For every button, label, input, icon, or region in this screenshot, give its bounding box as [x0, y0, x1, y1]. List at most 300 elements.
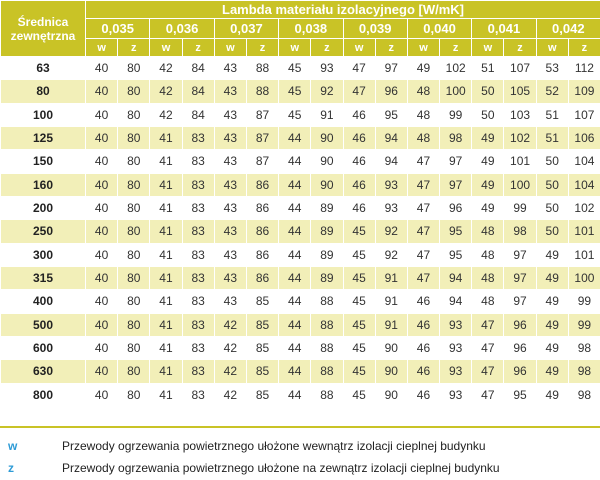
z-subheader: z: [246, 39, 278, 57]
value-cell-z: 96: [504, 360, 536, 383]
value-cell-w: 40: [86, 290, 118, 313]
value-cell-w: 47: [472, 360, 504, 383]
z-subheader: z: [504, 39, 536, 57]
value-cell-w: 42: [214, 313, 246, 336]
value-cell-z: 86: [246, 220, 278, 243]
value-cell-w: 46: [407, 313, 439, 336]
legend: [0, 426, 600, 480]
lambda-header: 0,040: [407, 19, 471, 39]
value-cell-w: 41: [150, 173, 182, 196]
value-cell-z: 88: [311, 313, 343, 336]
value-cell-z: 103: [504, 103, 536, 126]
value-cell-w: 43: [214, 220, 246, 243]
table-row: [1, 150, 600, 173]
value-cell-z: 96: [440, 196, 472, 219]
value-cell-w: 51: [536, 103, 568, 126]
value-cell-w: 49: [472, 150, 504, 173]
value-cell-w: 46: [343, 196, 375, 219]
value-cell-z: 91: [375, 313, 407, 336]
w-subheader: w: [343, 39, 375, 57]
value-cell-w: 40: [86, 150, 118, 173]
value-cell-w: 53: [536, 57, 568, 80]
diameter-cell: 315: [1, 266, 86, 289]
value-cell-z: 92: [311, 80, 343, 103]
value-cell-z: 101: [568, 220, 600, 243]
z-subheader: z: [440, 39, 472, 57]
header-title-row: [1, 1, 600, 19]
value-cell-z: 83: [182, 243, 214, 266]
value-cell-z: 83: [182, 336, 214, 359]
value-cell-w: 40: [86, 80, 118, 103]
diameter-cell: 80: [1, 80, 86, 103]
value-cell-w: 42: [214, 360, 246, 383]
value-cell-z: 95: [375, 103, 407, 126]
value-cell-z: 97: [504, 266, 536, 289]
value-cell-w: 46: [407, 360, 439, 383]
value-cell-z: 91: [375, 290, 407, 313]
value-cell-z: 97: [375, 57, 407, 80]
value-cell-z: 96: [375, 80, 407, 103]
value-cell-w: 48: [472, 243, 504, 266]
value-cell-z: 87: [246, 150, 278, 173]
value-cell-z: 80: [118, 150, 150, 173]
value-cell-z: 101: [568, 243, 600, 266]
value-cell-w: 52: [536, 80, 568, 103]
value-cell-w: 47: [472, 383, 504, 406]
value-cell-w: 43: [214, 196, 246, 219]
table-row: [1, 266, 600, 289]
value-cell-w: 44: [279, 313, 311, 336]
value-cell-w: 51: [536, 126, 568, 149]
diameter-cell: 200: [1, 196, 86, 219]
value-cell-z: 80: [118, 57, 150, 80]
value-cell-z: 90: [375, 336, 407, 359]
value-cell-z: 83: [182, 196, 214, 219]
value-cell-z: 90: [311, 150, 343, 173]
value-cell-w: 41: [150, 360, 182, 383]
value-cell-w: 40: [86, 173, 118, 196]
value-cell-w: 42: [214, 336, 246, 359]
table-row: [1, 173, 600, 196]
lambda-header: 0,037: [214, 19, 278, 39]
value-cell-z: 93: [440, 360, 472, 383]
value-cell-w: 44: [279, 173, 311, 196]
value-cell-w: 49: [536, 360, 568, 383]
table-row: [1, 243, 600, 266]
table-row: [1, 336, 600, 359]
value-cell-z: 84: [182, 80, 214, 103]
table-row: [1, 196, 600, 219]
value-cell-w: 44: [279, 243, 311, 266]
value-cell-z: 97: [504, 243, 536, 266]
value-cell-w: 42: [150, 57, 182, 80]
value-cell-w: 49: [472, 126, 504, 149]
legend-item-w: [0, 436, 600, 456]
value-cell-w: 40: [86, 360, 118, 383]
value-cell-z: 93: [311, 57, 343, 80]
value-cell-w: 40: [86, 196, 118, 219]
value-cell-w: 47: [407, 243, 439, 266]
value-cell-z: 83: [182, 220, 214, 243]
table-row: [1, 313, 600, 336]
value-cell-w: 40: [86, 383, 118, 406]
value-cell-z: 85: [246, 313, 278, 336]
value-cell-z: 90: [311, 126, 343, 149]
diameter-header-line2: zewnętrzna: [10, 28, 76, 43]
value-cell-z: 80: [118, 266, 150, 289]
value-cell-w: 47: [472, 336, 504, 359]
value-cell-z: 94: [375, 150, 407, 173]
value-cell-w: 45: [343, 290, 375, 313]
value-cell-z: 80: [118, 313, 150, 336]
value-cell-w: 40: [86, 126, 118, 149]
value-cell-z: 88: [311, 336, 343, 359]
value-cell-w: 40: [86, 313, 118, 336]
value-cell-w: 40: [86, 336, 118, 359]
value-cell-w: 40: [86, 220, 118, 243]
value-cell-z: 80: [118, 220, 150, 243]
legend-item-z: [0, 458, 600, 478]
value-cell-w: 41: [150, 290, 182, 313]
value-cell-w: 46: [343, 173, 375, 196]
value-cell-w: 44: [279, 150, 311, 173]
value-cell-w: 49: [472, 173, 504, 196]
table-row: [1, 80, 600, 103]
value-cell-z: 91: [311, 103, 343, 126]
diameter-cell: 125: [1, 126, 86, 149]
value-cell-w: 45: [343, 383, 375, 406]
value-cell-z: 105: [504, 80, 536, 103]
value-cell-z: 98: [568, 360, 600, 383]
value-cell-w: 49: [407, 57, 439, 80]
value-cell-w: 45: [279, 57, 311, 80]
value-cell-z: 100: [440, 80, 472, 103]
value-cell-w: 45: [343, 336, 375, 359]
value-cell-w: 48: [472, 266, 504, 289]
value-cell-z: 97: [440, 173, 472, 196]
value-cell-w: 47: [472, 313, 504, 336]
value-cell-z: 84: [182, 57, 214, 80]
value-cell-w: 41: [150, 220, 182, 243]
value-cell-z: 88: [311, 290, 343, 313]
value-cell-z: 98: [568, 383, 600, 406]
table-row: [1, 103, 600, 126]
value-cell-w: 49: [536, 266, 568, 289]
value-cell-z: 104: [568, 173, 600, 196]
value-cell-w: 41: [150, 336, 182, 359]
value-cell-w: 50: [472, 103, 504, 126]
value-cell-w: 43: [214, 173, 246, 196]
diameter-header-line1: Średnica: [17, 14, 69, 29]
value-cell-z: 100: [568, 266, 600, 289]
value-cell-w: 44: [279, 220, 311, 243]
value-cell-z: 97: [440, 150, 472, 173]
value-cell-w: 48: [407, 126, 439, 149]
value-cell-w: 43: [214, 150, 246, 173]
value-cell-w: 44: [279, 290, 311, 313]
value-cell-z: 92: [375, 243, 407, 266]
lambda-title: Lambda materiału izolacyjnego [W/mK]: [86, 1, 600, 19]
diameter-cell: 150: [1, 150, 86, 173]
w-subheader: w: [150, 39, 182, 57]
table-row: [1, 126, 600, 149]
w-subheader: w: [86, 39, 118, 57]
lambda-header: 0,036: [150, 19, 214, 39]
value-cell-w: 50: [536, 220, 568, 243]
table-row: [1, 290, 600, 313]
value-cell-z: 107: [568, 103, 600, 126]
lambda-header: 0,035: [86, 19, 150, 39]
diameter-cell: 63: [1, 57, 86, 80]
value-cell-z: 93: [440, 336, 472, 359]
value-cell-w: 47: [407, 150, 439, 173]
legend-key-w: w: [8, 439, 18, 453]
value-cell-z: 94: [440, 266, 472, 289]
value-cell-w: 45: [279, 103, 311, 126]
value-cell-z: 84: [182, 103, 214, 126]
w-subheader: w: [214, 39, 246, 57]
value-cell-z: 98: [568, 336, 600, 359]
value-cell-z: 80: [118, 243, 150, 266]
z-subheader: z: [311, 39, 343, 57]
w-subheader: w: [407, 39, 439, 57]
value-cell-w: 41: [150, 196, 182, 219]
value-cell-z: 99: [504, 196, 536, 219]
value-cell-w: 49: [536, 383, 568, 406]
value-cell-z: 88: [311, 360, 343, 383]
value-cell-w: 50: [536, 196, 568, 219]
value-cell-z: 83: [182, 290, 214, 313]
legend-text-z: Przewody ogrzewania powietrznego ułożone na zewnątrz izolacji cieplnej budynku: [62, 461, 500, 475]
value-cell-z: 89: [311, 266, 343, 289]
value-cell-w: 47: [343, 80, 375, 103]
value-cell-w: 40: [86, 57, 118, 80]
value-cell-w: 46: [407, 290, 439, 313]
value-cell-z: 86: [246, 266, 278, 289]
diameter-cell: 160: [1, 173, 86, 196]
value-cell-w: 50: [472, 80, 504, 103]
value-cell-z: 92: [375, 220, 407, 243]
value-cell-z: 80: [118, 360, 150, 383]
diameter-header: [1, 1, 86, 57]
value-cell-z: 102: [440, 57, 472, 80]
value-cell-w: 47: [407, 173, 439, 196]
value-cell-w: 46: [343, 126, 375, 149]
lambda-header: 0,042: [536, 19, 600, 39]
value-cell-z: 104: [568, 150, 600, 173]
value-cell-w: 45: [343, 360, 375, 383]
value-cell-w: 40: [86, 266, 118, 289]
value-cell-w: 46: [407, 383, 439, 406]
value-cell-w: 47: [407, 196, 439, 219]
value-cell-w: 44: [279, 196, 311, 219]
value-cell-w: 48: [407, 103, 439, 126]
value-cell-w: 45: [279, 80, 311, 103]
value-cell-w: 43: [214, 290, 246, 313]
value-cell-w: 41: [150, 313, 182, 336]
value-cell-z: 99: [440, 103, 472, 126]
value-cell-w: 43: [214, 126, 246, 149]
value-cell-z: 89: [311, 220, 343, 243]
table-row: [1, 360, 600, 383]
diameter-cell: 600: [1, 336, 86, 359]
diameter-cell: 500: [1, 313, 86, 336]
value-cell-w: 43: [214, 103, 246, 126]
value-cell-w: 40: [86, 243, 118, 266]
value-cell-w: 50: [536, 150, 568, 173]
diameter-cell: 630: [1, 360, 86, 383]
value-cell-w: 48: [472, 220, 504, 243]
z-subheader: z: [375, 39, 407, 57]
value-cell-z: 83: [182, 360, 214, 383]
value-cell-w: 44: [279, 126, 311, 149]
lambda-header: 0,041: [472, 19, 536, 39]
value-cell-w: 50: [536, 173, 568, 196]
diameter-cell: 300: [1, 243, 86, 266]
value-cell-w: 44: [279, 383, 311, 406]
value-cell-z: 80: [118, 126, 150, 149]
lambda-header: 0,038: [279, 19, 343, 39]
value-cell-z: 88: [246, 57, 278, 80]
value-cell-w: 43: [214, 266, 246, 289]
value-cell-z: 107: [504, 57, 536, 80]
z-subheader: z: [568, 39, 600, 57]
wz-labels-row: [1, 39, 600, 57]
value-cell-w: 43: [214, 80, 246, 103]
value-cell-w: 43: [214, 243, 246, 266]
value-cell-z: 93: [440, 313, 472, 336]
value-cell-w: 45: [343, 220, 375, 243]
value-cell-z: 87: [246, 103, 278, 126]
value-cell-z: 80: [118, 336, 150, 359]
value-cell-z: 83: [182, 173, 214, 196]
value-cell-w: 41: [150, 126, 182, 149]
value-cell-z: 93: [440, 383, 472, 406]
value-cell-z: 90: [375, 383, 407, 406]
value-cell-z: 83: [182, 266, 214, 289]
value-cell-w: 49: [472, 196, 504, 219]
value-cell-z: 99: [568, 290, 600, 313]
value-cell-w: 47: [407, 220, 439, 243]
value-cell-w: 45: [343, 266, 375, 289]
value-cell-z: 83: [182, 313, 214, 336]
value-cell-z: 98: [504, 220, 536, 243]
value-cell-z: 83: [182, 383, 214, 406]
value-cell-w: 46: [343, 150, 375, 173]
value-cell-w: 42: [150, 103, 182, 126]
value-cell-w: 40: [86, 103, 118, 126]
value-cell-w: 44: [279, 266, 311, 289]
table-body: [1, 57, 600, 407]
diameter-cell: 800: [1, 383, 86, 406]
value-cell-z: 106: [568, 126, 600, 149]
value-cell-z: 95: [504, 383, 536, 406]
lambda-header: 0,039: [343, 19, 407, 39]
value-cell-w: 49: [536, 336, 568, 359]
value-cell-z: 80: [118, 80, 150, 103]
value-cell-z: 102: [504, 126, 536, 149]
value-cell-z: 85: [246, 383, 278, 406]
lambda-values-row: [1, 19, 600, 39]
value-cell-w: 47: [343, 57, 375, 80]
value-cell-z: 80: [118, 103, 150, 126]
value-cell-w: 51: [472, 57, 504, 80]
value-cell-z: 88: [311, 383, 343, 406]
value-cell-z: 96: [504, 336, 536, 359]
value-cell-w: 49: [536, 313, 568, 336]
value-cell-z: 86: [246, 243, 278, 266]
value-cell-z: 80: [118, 383, 150, 406]
z-subheader: z: [118, 39, 150, 57]
value-cell-z: 83: [182, 126, 214, 149]
value-cell-z: 93: [375, 196, 407, 219]
value-cell-z: 91: [375, 266, 407, 289]
value-cell-z: 102: [568, 196, 600, 219]
value-cell-z: 97: [504, 290, 536, 313]
diameter-cell: 400: [1, 290, 86, 313]
value-cell-w: 48: [407, 80, 439, 103]
diameter-cell: 250: [1, 220, 86, 243]
value-cell-z: 85: [246, 290, 278, 313]
value-cell-w: 41: [150, 243, 182, 266]
value-cell-z: 96: [504, 313, 536, 336]
value-cell-z: 80: [118, 173, 150, 196]
value-cell-z: 99: [568, 313, 600, 336]
value-cell-z: 98: [440, 126, 472, 149]
value-cell-z: 89: [311, 243, 343, 266]
value-cell-w: 46: [407, 336, 439, 359]
value-cell-z: 90: [375, 360, 407, 383]
value-cell-z: 109: [568, 80, 600, 103]
value-cell-w: 45: [343, 313, 375, 336]
value-cell-w: 42: [150, 80, 182, 103]
value-cell-w: 48: [472, 290, 504, 313]
diameter-cell: 100: [1, 103, 86, 126]
value-cell-w: 42: [214, 383, 246, 406]
value-cell-z: 89: [311, 196, 343, 219]
value-cell-z: 112: [568, 57, 600, 80]
value-cell-z: 80: [118, 290, 150, 313]
value-cell-w: 46: [343, 103, 375, 126]
table-row: [1, 57, 600, 80]
value-cell-z: 85: [246, 360, 278, 383]
value-cell-w: 49: [536, 290, 568, 313]
value-cell-z: 94: [440, 290, 472, 313]
w-subheader: w: [472, 39, 504, 57]
table-row: [1, 383, 600, 406]
value-cell-z: 95: [440, 243, 472, 266]
value-cell-w: 45: [343, 243, 375, 266]
value-cell-w: 43: [214, 57, 246, 80]
value-cell-z: 87: [246, 126, 278, 149]
value-cell-z: 86: [246, 173, 278, 196]
value-cell-z: 93: [375, 173, 407, 196]
value-cell-z: 86: [246, 196, 278, 219]
table-row: [1, 220, 600, 243]
legend-key-z: z: [8, 461, 14, 475]
value-cell-z: 95: [440, 220, 472, 243]
value-cell-z: 100: [504, 173, 536, 196]
value-cell-z: 94: [375, 126, 407, 149]
value-cell-z: 88: [246, 80, 278, 103]
value-cell-w: 44: [279, 360, 311, 383]
value-cell-z: 80: [118, 196, 150, 219]
value-cell-w: 41: [150, 383, 182, 406]
value-cell-z: 90: [311, 173, 343, 196]
value-cell-w: 47: [407, 266, 439, 289]
value-cell-w: 49: [536, 243, 568, 266]
value-cell-z: 85: [246, 336, 278, 359]
